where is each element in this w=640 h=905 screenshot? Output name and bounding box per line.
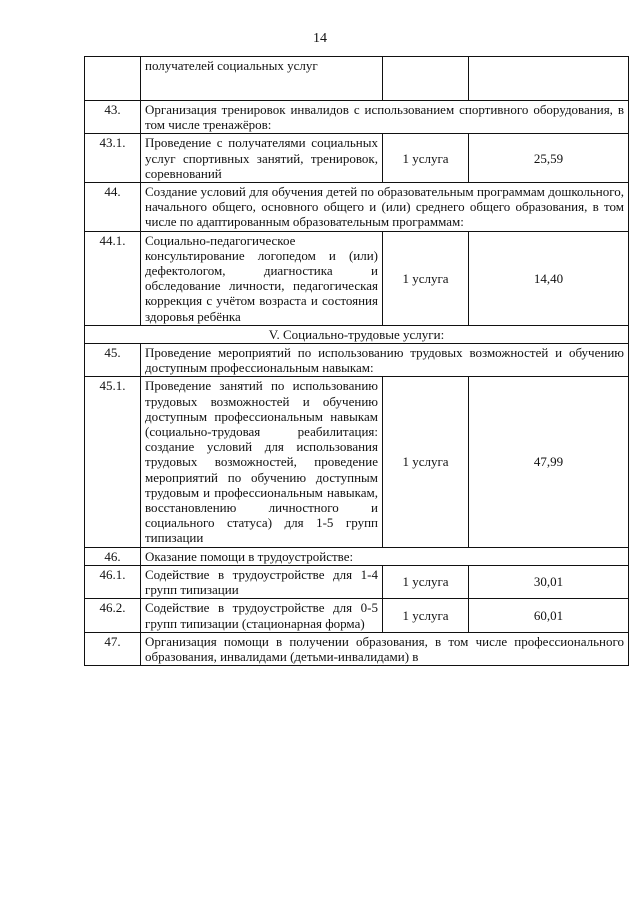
service-name: Содействие в трудоустройстве для 1-4 групп типизации xyxy=(141,565,383,598)
section-heading: V. Социально-трудовые услуги: xyxy=(85,325,629,343)
group-title: Создание условий для обучения детей по образовательным программам дошкольного, начального общего, основного общего и (или) среднего общего образования, в том числе по адаптированным образовательным программам: xyxy=(141,183,629,232)
unit-cell: 1 услуга xyxy=(383,377,469,547)
table-row-item-46-2 xyxy=(85,599,629,632)
price-cell: 60,01 xyxy=(469,599,629,632)
table-row-item-45-1 xyxy=(85,377,629,547)
row-number: 43. xyxy=(85,101,141,134)
service-name: Социально-педагогическое консультирование логопедом и (или) дефектологом, диагностика и обследование личности, педагогическая коррекция с учётом возраста и состояния здоровья ребёнка xyxy=(141,231,383,325)
group-title: Оказание помощи в трудоустройстве: xyxy=(141,547,629,565)
service-name: получателей социальных услуг xyxy=(141,57,383,101)
table-row-item-43-1 xyxy=(85,134,629,183)
unit-cell: 1 услуга xyxy=(383,134,469,183)
table-row-group-44 xyxy=(85,183,629,232)
table-row-continuation xyxy=(85,57,629,101)
row-number: 43.1. xyxy=(85,134,141,183)
service-name: Проведение занятий по использованию трудовых возможностей и обучению доступным профессиональным навыкам (социально-трудовая реабилитация: создание условий для использования трудовых возможностей, проведение мероприятий по обучению доступным трудовым и профессиональным навыкам, восстановлению личностного и социального статуса) для 1-5 групп типизации xyxy=(141,377,383,547)
unit-cell: 1 услуга xyxy=(383,231,469,325)
row-number: 44. xyxy=(85,183,141,232)
row-number: 45.1. xyxy=(85,377,141,547)
price-cell: 47,99 xyxy=(469,377,629,547)
table-row-group-47 xyxy=(85,632,629,665)
services-tariff-table xyxy=(84,56,629,666)
service-name: Содействие в трудоустройстве для 0-5 групп типизации (стационарная форма) xyxy=(141,599,383,632)
price-cell xyxy=(469,57,629,101)
row-number: 46.1. xyxy=(85,565,141,598)
group-title: Организация помощи в получении образования, в том числе профессионального образования, инвалидами (детьми-инвалидами) в xyxy=(141,632,629,665)
table-row-item-44-1 xyxy=(85,231,629,325)
row-number: 47. xyxy=(85,632,141,665)
row-number xyxy=(85,57,141,101)
row-number: 46.2. xyxy=(85,599,141,632)
unit-cell: 1 услуга xyxy=(383,565,469,598)
unit-cell xyxy=(383,57,469,101)
price-cell: 30,01 xyxy=(469,565,629,598)
table-row-group-46 xyxy=(85,547,629,565)
row-number: 45. xyxy=(85,344,141,377)
table-row-item-46-1 xyxy=(85,565,629,598)
page-number: 14 xyxy=(313,31,327,46)
unit-cell: 1 услуга xyxy=(383,599,469,632)
group-title: Организация тренировок инвалидов с использованием спортивного оборудования, в том числе тренажёров: xyxy=(141,101,629,134)
group-title: Проведение мероприятий по использованию трудовых возможностей и обучению доступным профессиональным навыкам: xyxy=(141,344,629,377)
row-number: 46. xyxy=(85,547,141,565)
table-row-section-v xyxy=(85,325,629,343)
price-cell: 14,40 xyxy=(469,231,629,325)
price-cell: 25,59 xyxy=(469,134,629,183)
table-row-group-45 xyxy=(85,344,629,377)
row-number: 44.1. xyxy=(85,231,141,325)
table-row-group-43 xyxy=(85,101,629,134)
service-name: Проведение с получателями социальных услуг спортивных занятий, тренировок, соревнований xyxy=(141,134,383,183)
